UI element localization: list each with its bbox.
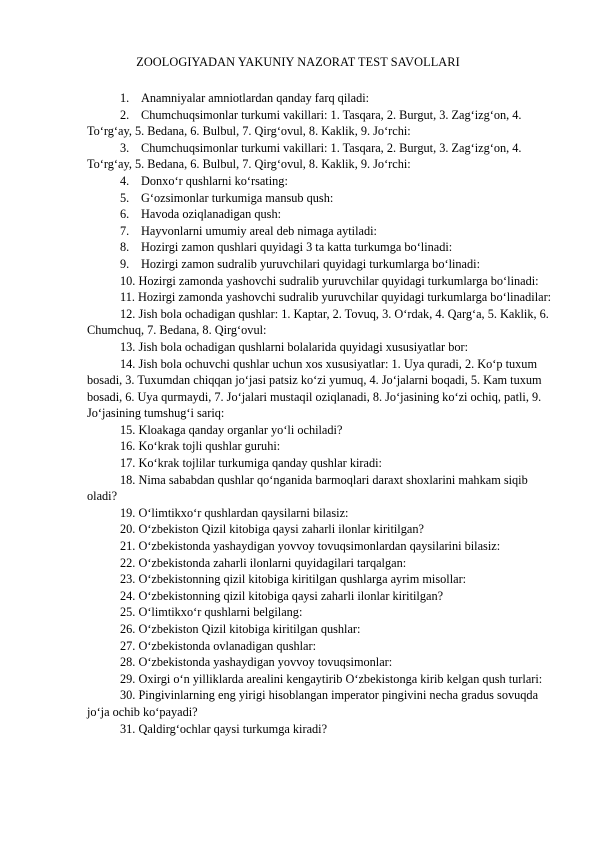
question-text: 26. O‘zbekiston Qizil kitobiga kiritilgan qushlar: [120, 622, 361, 636]
question-item [87, 190, 559, 207]
question-text: 22. O‘zbekistonda zaharli ilonlarni quyidagilari tarqalgan: [120, 555, 407, 570]
question-text: 13. Jish bola ochadigan qushlarni bolalarida quyidagi xususiyatlar bor: [120, 339, 468, 354]
question-number: 2. [120, 107, 130, 122]
question-text: 17. Ko‘krak tojlilar turkumiga qanday qushlar kiradi: [120, 456, 382, 471]
question-text: 20. O‘zbekiston Qizil kitobiga qaysi zaharli ilonlar kiritilgan? [120, 522, 424, 537]
question-list [87, 90, 559, 737]
question-text: Hayvonlarni umumiy areal deb nimaga aytiladi: [141, 223, 377, 238]
question-number: 5. [120, 190, 130, 205]
question-text: 18. Nima sababdan qushlar qo‘nganida barmoqlari daraxt shoxlarini mahkam siqib oladi? [87, 472, 528, 504]
question-item [87, 339, 559, 356]
question-item [87, 621, 559, 638]
question-item [87, 505, 559, 522]
question-text: Havoda oziqlanadigan qush: [141, 207, 282, 222]
question-item [87, 356, 559, 422]
question-text: 31. Qaldirg‘ochlar qaysi turkumga kiradi? [120, 721, 328, 736]
question-item [87, 571, 559, 588]
question-text: Chumchuqsimonlar turkumi vakillari: 1. Tasqara, 2. Burgut, 3. Zag‘izg‘on, 4. To‘rg‘ay, 5. Bedana, 6. Bulbul, 7. Qirg‘ovul, 8. Kaklik, 9. Jo‘rchi: [87, 107, 522, 139]
question-item [87, 521, 559, 538]
question-item [87, 671, 559, 688]
question-text: Donxo‘r qushlarni ko‘rsating: [141, 173, 288, 188]
question-text: 10. Hozirgi zamonda yashovchi sudralib yuruvchilar quyidagi turkumlarga bo‘linadi: [120, 273, 539, 288]
page-title: ZOOLOGIYADAN YAKUNIY NAZORAT TEST SAVOLLARI [136, 55, 460, 69]
question-text: G‘ozsimonlar turkumiga mansub qush: [141, 190, 334, 205]
question-number: 8. [120, 240, 130, 255]
question-text: 27. O‘zbekistonda ovlanadigan qushlar: [120, 638, 317, 653]
question-text: 21. O‘zbekistonda yashaydigan yovvoy tovuqsimonlardan qaysilarini bilasiz: [120, 539, 501, 554]
question-text: 29. Oxirgi o‘n yilliklarda arealini kengaytirib O‘zbekistonga kirib kelgan qush turlari: [120, 671, 543, 686]
question-item [87, 173, 559, 190]
question-number: 9. [120, 256, 130, 271]
question-item [87, 687, 559, 720]
question-text: 11. Hozirgi zamonda yashovchi sudralib yuruvchilar quyidagi turkumlarga bo‘linadilar: [120, 290, 552, 305]
question-item [87, 538, 559, 555]
question-item [87, 289, 559, 306]
question-item [87, 206, 559, 223]
question-item [87, 438, 559, 455]
question-number: 6. [120, 207, 130, 222]
question-item [87, 107, 559, 140]
question-item [87, 638, 559, 655]
question-item [87, 721, 559, 738]
question-text: 24. O‘zbekistonning qizil kitobiga qaysi zaharli ilonlar kiritilgan? [120, 588, 444, 603]
question-text: 25. O‘limtikxo‘r qushlarni belgilang: [120, 605, 303, 620]
question-item [87, 273, 559, 290]
question-item [87, 256, 559, 273]
question-item [87, 223, 559, 240]
question-text: Anamniyalar amniotlardan qanday farq qiladi: [141, 91, 370, 105]
question-text: 23. O‘zbekistonning qizil kitobiga kiritilgan qushlarga ayrim misollar: [120, 572, 467, 587]
question-text: 28. O‘zbekistonda yashaydigan yovvoy tovuqsimonlar: [120, 655, 393, 670]
question-text: 16. Ko‘krak tojli qushlar guruhi: [120, 439, 281, 454]
question-item [87, 555, 559, 572]
question-text: 12. Jish bola ochadigan qushlar: 1. Kaptar, 2. Tovuq, 3. O‘rdak, 4. Qarg‘a, 5. Kaklik, 6. Chumchuq, 7. Bedana, 8. Qirg‘ovul: [87, 306, 549, 338]
question-text: 15. Kloakaga qanday organlar yo‘li ochiladi? [120, 422, 343, 437]
question-item [87, 654, 559, 671]
question-text: Hozirgi zamon sudralib yuruvchilari quyidagi turkumlarga bo‘linadi: [141, 256, 480, 271]
question-number: 4. [120, 173, 130, 188]
question-text: 19. O‘limtikxo‘r qushlardan qaysilarni bilasiz: [120, 505, 349, 520]
question-item [87, 472, 559, 505]
question-number: 1. [120, 91, 130, 105]
question-item [87, 604, 559, 621]
question-item [87, 140, 559, 173]
question-text: Chumchuqsimonlar turkumi vakillari: 1. Tasqara, 2. Burgut, 3. Zag‘izg‘on, 4. To‘rg‘ay, 5. Bedana, 6. Bulbul, 7. Qirg‘ovul, 8. Kaklik, 9. Jo‘rchi: [87, 140, 522, 172]
question-number: 3. [120, 140, 130, 155]
question-number: 7. [120, 223, 130, 238]
question-item [87, 588, 559, 605]
question-text: 30. Pingivinlarning eng yirigi hisoblangan imperator pingivini necha gradus sovuqda jo‘ja ochib ko‘payadi? [87, 688, 539, 719]
question-item [87, 306, 559, 339]
question-item [87, 90, 559, 107]
question-text: 14. Jish bola ochuvchi qushlar uchun xos xususiyatlar: 1. Uya quradi, 2. Ko‘p tuxum bosadi, 3. Tuxumdan chiqqan jo‘jasi patsiz ko‘zi yumuq, 4. Jo‘jalarni boqadi, 5. Kam tuxum bosadi, 6. Uya qurmaydi, 7. Jo‘jalari mustaqil oziqlanadi, 8. Jo‘jasining ko‘zi ochiq, patli, 9. Jo‘jasining tumshug‘i sariq: [87, 356, 542, 421]
question-item [87, 239, 559, 256]
question-item [87, 455, 559, 472]
question-item [87, 422, 559, 439]
question-text: Hozirgi zamon qushlari quyidagi 3 ta katta turkumga bo‘linadi: [141, 240, 453, 255]
